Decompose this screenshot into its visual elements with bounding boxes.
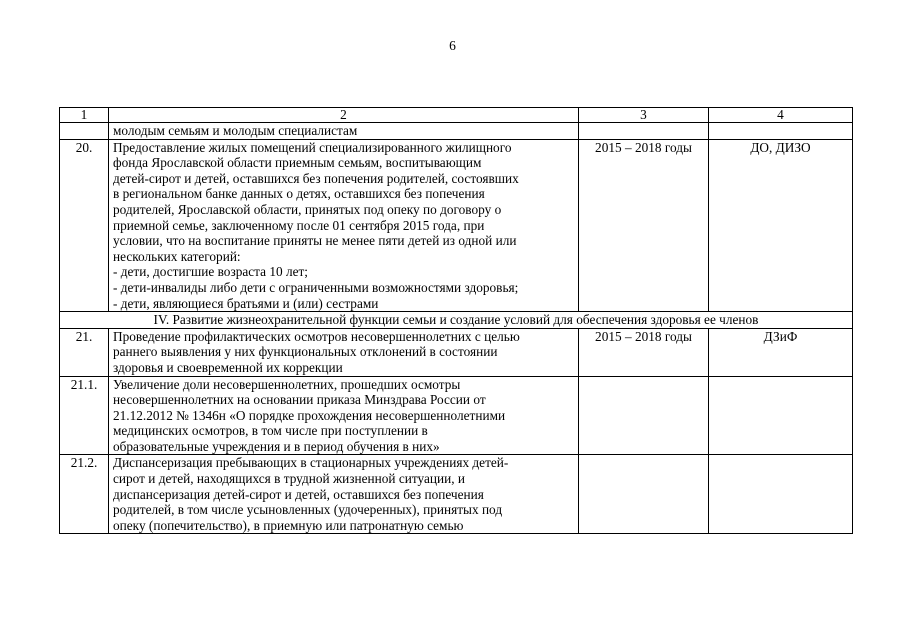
description-line: условии, что на воспитание приняты не менее пяти детей из одной или [113,233,517,249]
executor-cell [709,123,853,140]
measure-description [109,455,579,534]
item-number: 21.1. [60,376,109,455]
description-line: медицинских осмотров, в том числе при поступлении в [113,423,428,439]
measure-description [109,328,579,376]
item-number: 21.2. [60,455,109,534]
page-number: 6 [449,38,456,53]
description-line: Проведение профилактических осмотров несовершеннолетних с целью [113,328,520,344]
table-body [60,108,853,534]
description-line: молодым семьям и молодым специалистам [113,123,358,138]
term-cell [579,123,709,140]
table-row [60,455,853,534]
description-line: в региональном банке данных о детях, оставшихся без попечения [113,186,485,202]
description-line: приемной семье, заключенному после 01 сентября 2015 года, при [113,217,485,233]
column-number-1: 1 [60,108,109,123]
description-line: нескольких категорий: [113,248,241,264]
description-line: диспансеризация детей-сирот и детей, оставшихся без попечения [113,486,484,502]
description-line: раннего выявления у них функциональных отклонений в состоянии [113,344,498,360]
description-line: Увеличение доли несовершеннолетних, прошедших осмотры [113,376,461,392]
executor-cell: ДЗиФ [709,328,853,376]
section-row [60,312,853,329]
description-line: родителей, в том числе усыновленных (удочеренных), принятых под [113,502,503,518]
section-title: IV. Развитие жизнеохранительной функции семьи и создание условий для обеспечения здоровья ее членов [60,312,853,329]
description-line: Диспансеризация пребывающих в стационарных учреждениях детей- [113,455,509,471]
description-line: - дети-инвалиды либо дети с ограниченными возможностями здоровья; [113,279,519,295]
measure-description [109,376,579,455]
executor-cell [709,376,853,455]
table-row [60,139,853,312]
table-row [60,123,853,140]
column-number-3: 3 [579,108,709,123]
description-line: фонда Ярославской области приемным семьям, воспитывающим [113,155,482,171]
column-number-2: 2 [109,108,579,123]
description-line: образовательные учреждения и в период обучения в них» [113,438,440,454]
description-line: сирот и детей, находящихся в трудной жизненной ситуации, и [113,471,465,487]
header-row [60,108,853,123]
description-line: опеку (попечительство), в приемную или патронатную семью [113,517,464,533]
term-cell: 2015 – 2018 годы [579,328,709,376]
description-line: здоровья и своевременной их коррекции [113,359,343,375]
measures-table [59,107,853,534]
table-row [60,376,853,455]
item-number: 21. [60,328,109,376]
term-cell [579,376,709,455]
item-number [60,123,109,140]
table-row [60,328,853,376]
term-cell [579,455,709,534]
column-number-4: 4 [709,108,853,123]
measure-description [109,139,579,312]
measure-description [109,123,579,140]
description-line: несовершеннолетних на основании приказа Минздрава России от [113,392,486,408]
term-cell: 2015 – 2018 годы [579,139,709,312]
description-line: - дети, достигшие возраста 10 лет; [113,264,309,280]
executor-cell [709,455,853,534]
item-number: 20. [60,139,109,312]
description-line: - дети, являющиеся братьями и (или) сестрами [113,295,379,311]
description-line: 21.12.2012 № 1346н «О порядке прохождения несовершеннолетними [113,407,506,423]
description-line: родителей, Ярославской области, принятых под опеку по договору о [113,201,502,217]
description-line: детей-сирот и детей, оставшихся без попечения родителей, состоявших [113,170,519,186]
description-line: Предоставление жилых помещений специализированного жилищного [113,139,512,155]
executor-cell: ДО, ДИЗО [709,139,853,312]
